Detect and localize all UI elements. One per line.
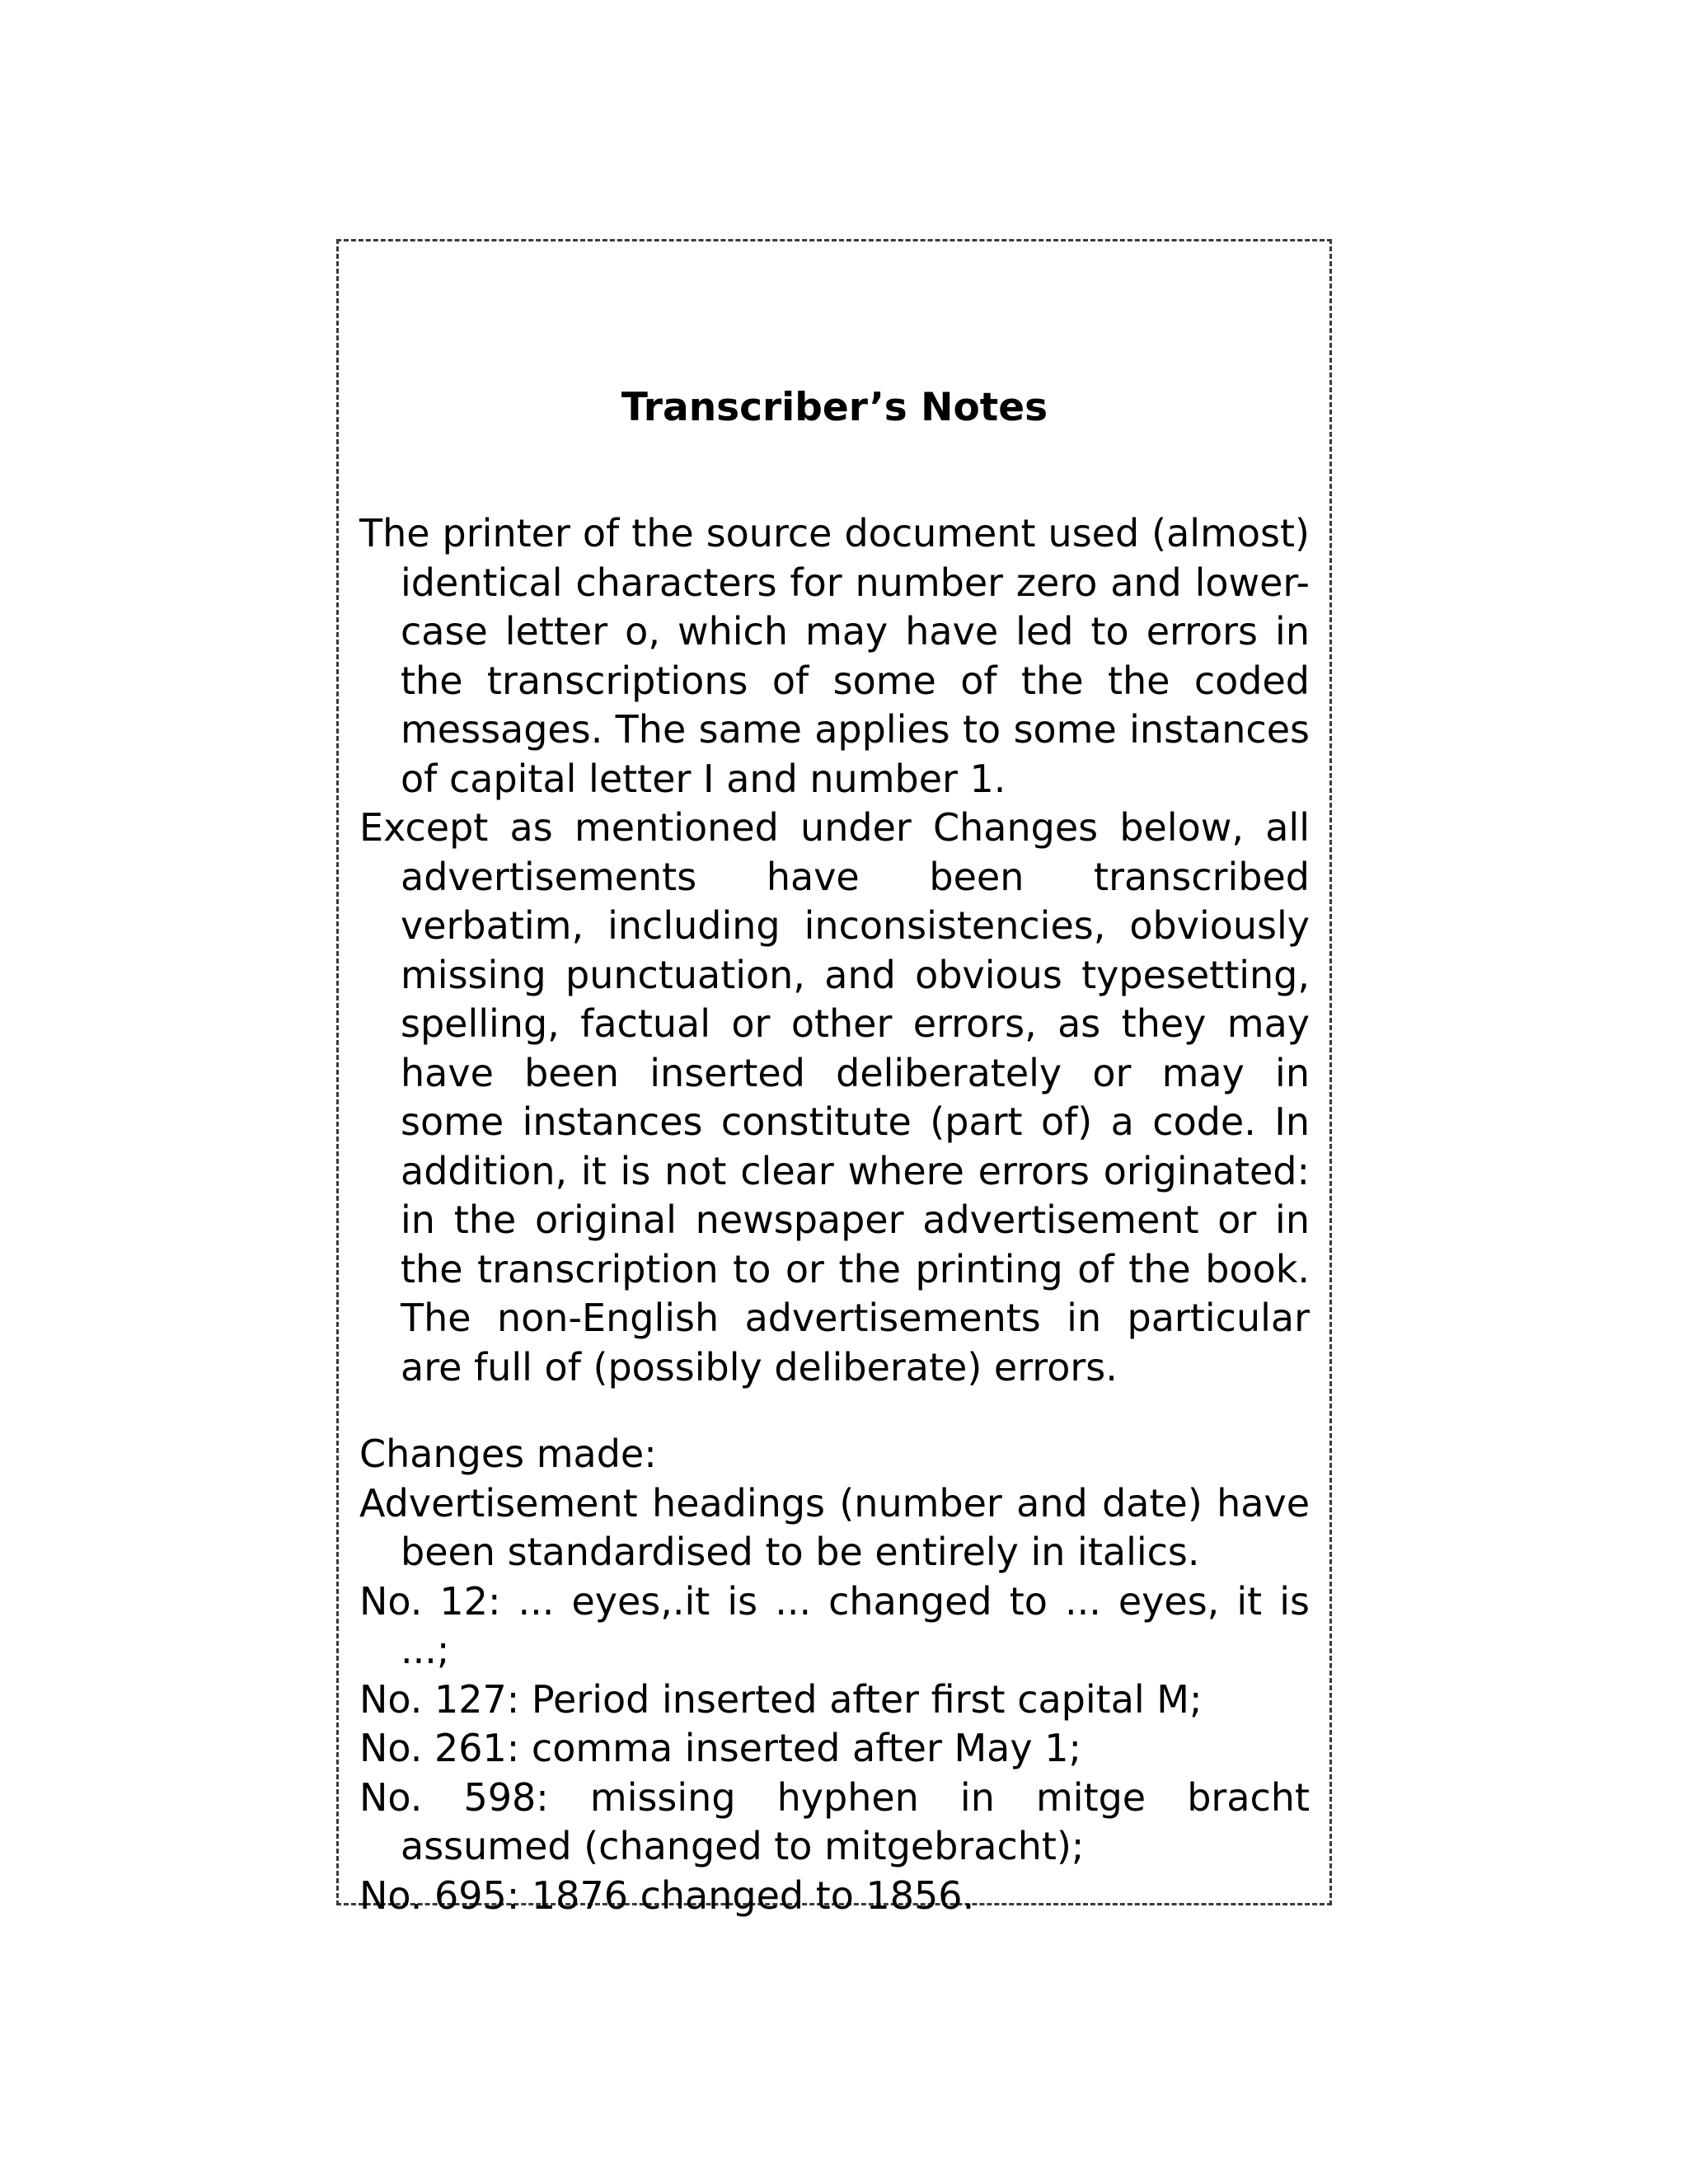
change-item: Advertisement headings (number and date) have been standardised to be entirely in italics. [359, 1480, 1310, 1574]
transcribers-notes-box [336, 239, 1332, 1918]
changes-heading: Changes made: [359, 1432, 657, 1476]
change-item: No. 12: ... eyes,.it is ... changed to ... eyes, it is ...; [359, 1578, 1310, 1672]
notes-title: Transcriber’s Notes [621, 385, 1048, 430]
change-item: No. 127: Period inserted after first capital M; [359, 1676, 1203, 1722]
note-paragraph: The printer of the source document used (almost) identical characters for number zero and lower-case letter o, which may have led to errors in the transcriptions of some of the the coded messages. The same applies to some instances of capital letter I and number 1. [359, 511, 1310, 801]
note-paragraph: Except as mentioned under Changes below, all advertisements have been transcribed verbatim, including inconsistencies, obviously missing punctuation, and obvious typesetting, spelling, factual or other errors, as they may have been inserted deliberately or may in some instances constitute (part of) a code. In addition, it is not clear where errors originated: in the original newspaper advertisement or in the transcription to or the printing of the book. The non-English advertisements in particular are full of (possibly deliberate) errors. [359, 805, 1310, 1390]
change-item: No. 261: comma inserted after May 1; [359, 1726, 1081, 1770]
change-item: No. 598: missing hyphen in mitge bracht assumed (changed to mitgebracht); [359, 1774, 1310, 1868]
change-item: No. 695: 1876 changed to 1856. [359, 1872, 975, 1918]
